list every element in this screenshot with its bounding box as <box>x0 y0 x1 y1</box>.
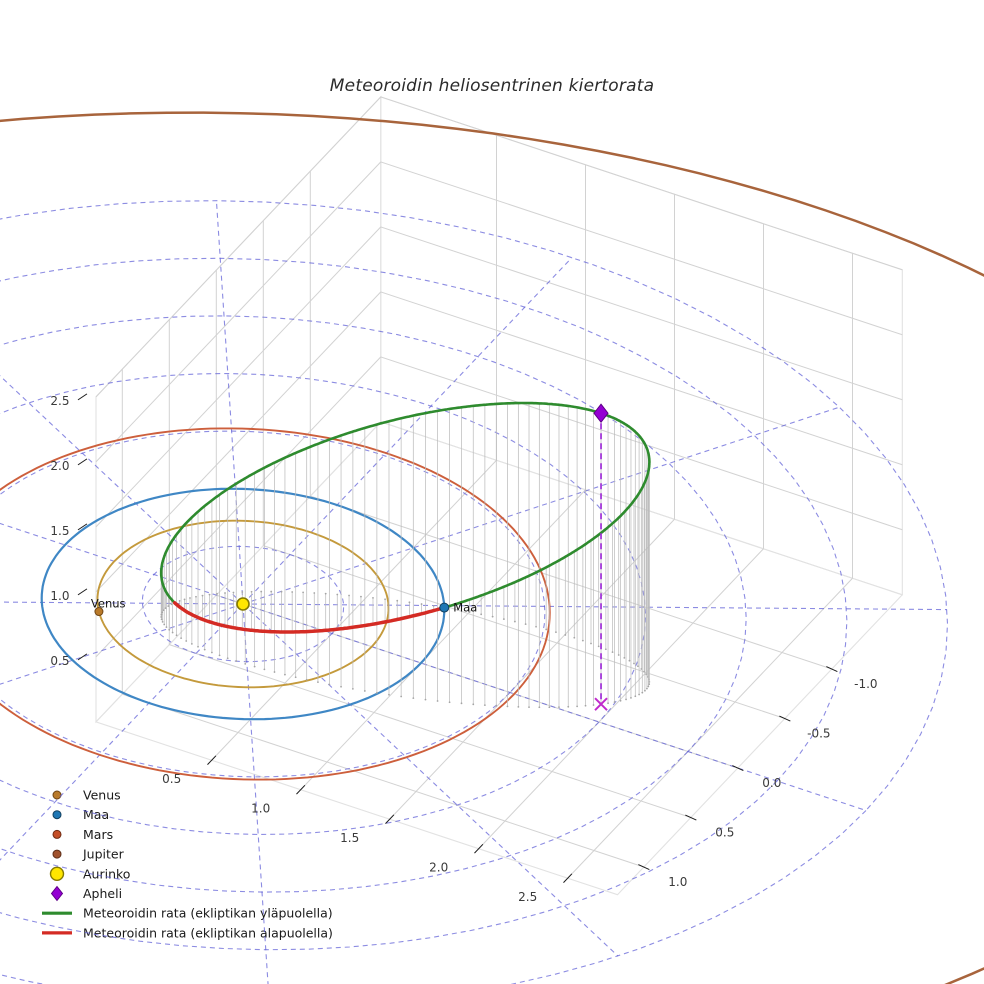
legend-label: Meteoroidin rata (ekliptikan yläpuolella) <box>83 905 333 921</box>
y-tick-label: -1.0 <box>854 677 878 692</box>
x-tick-label: 1.0 <box>251 801 271 816</box>
meteoroid-orbit-below <box>210 608 445 632</box>
z-tick-label: 1.0 <box>50 588 70 603</box>
legend-marker-dot <box>53 791 61 799</box>
legend-marker-sun <box>51 867 64 880</box>
axis-ticks <box>50 394 877 904</box>
x-tick-label: 0.5 <box>162 772 182 787</box>
legend-label: Mars <box>83 826 114 842</box>
meteoroid-orbit <box>161 403 649 632</box>
legend-item-jupiter <box>53 847 125 862</box>
y-tick-label: 1.0 <box>668 875 688 890</box>
legend-marker-dot <box>53 830 61 838</box>
y-tick-label: -0.5 <box>807 726 831 741</box>
legend-label: Jupiter <box>83 846 124 862</box>
z-tick-label: 2.5 <box>50 393 70 408</box>
legend-label: Aurinko <box>83 866 131 882</box>
y-tick-label: 0.0 <box>762 776 782 791</box>
legend-marker-dot <box>53 850 61 858</box>
aphelion-diamond-marker <box>594 404 608 422</box>
x-tick-label: 2.5 <box>518 890 538 905</box>
legend-item-meteoroidin-rata-ekliptikan-yl-puolella <box>42 906 333 921</box>
z-tick-label: 2.0 <box>50 458 70 473</box>
legend-item-mars <box>53 827 113 842</box>
x-tick-label: 2.0 <box>429 860 449 875</box>
chart-title: Meteoroidin heliosentrinen kiertorata <box>329 76 655 96</box>
ecliptic-polar-grid <box>0 201 948 984</box>
legend-label: Meteoroidin rata (ekliptikan alapuolella) <box>83 925 333 941</box>
planet-label-maa: Maa <box>453 600 478 615</box>
legend-marker-diamond <box>52 887 63 901</box>
legend <box>42 788 333 941</box>
z-tick-label: 1.5 <box>50 523 70 538</box>
planet-label-venus: Venus <box>90 596 126 611</box>
x-tick-label: 1.5 <box>340 831 360 846</box>
sun-marker <box>237 598 249 610</box>
legend-marker-dot <box>53 811 61 819</box>
legend-label: Apheli <box>83 886 123 901</box>
planet-marker-maa <box>440 603 449 612</box>
legend-item-apheli <box>52 886 123 901</box>
legend-label: Venus <box>83 787 121 803</box>
z-tick-label: 0.5 <box>50 653 70 668</box>
y-tick-label: 0.5 <box>715 825 735 840</box>
legend-item-venus <box>53 788 121 803</box>
legend-label: Maa <box>83 807 110 823</box>
legend-item-maa <box>53 807 109 822</box>
